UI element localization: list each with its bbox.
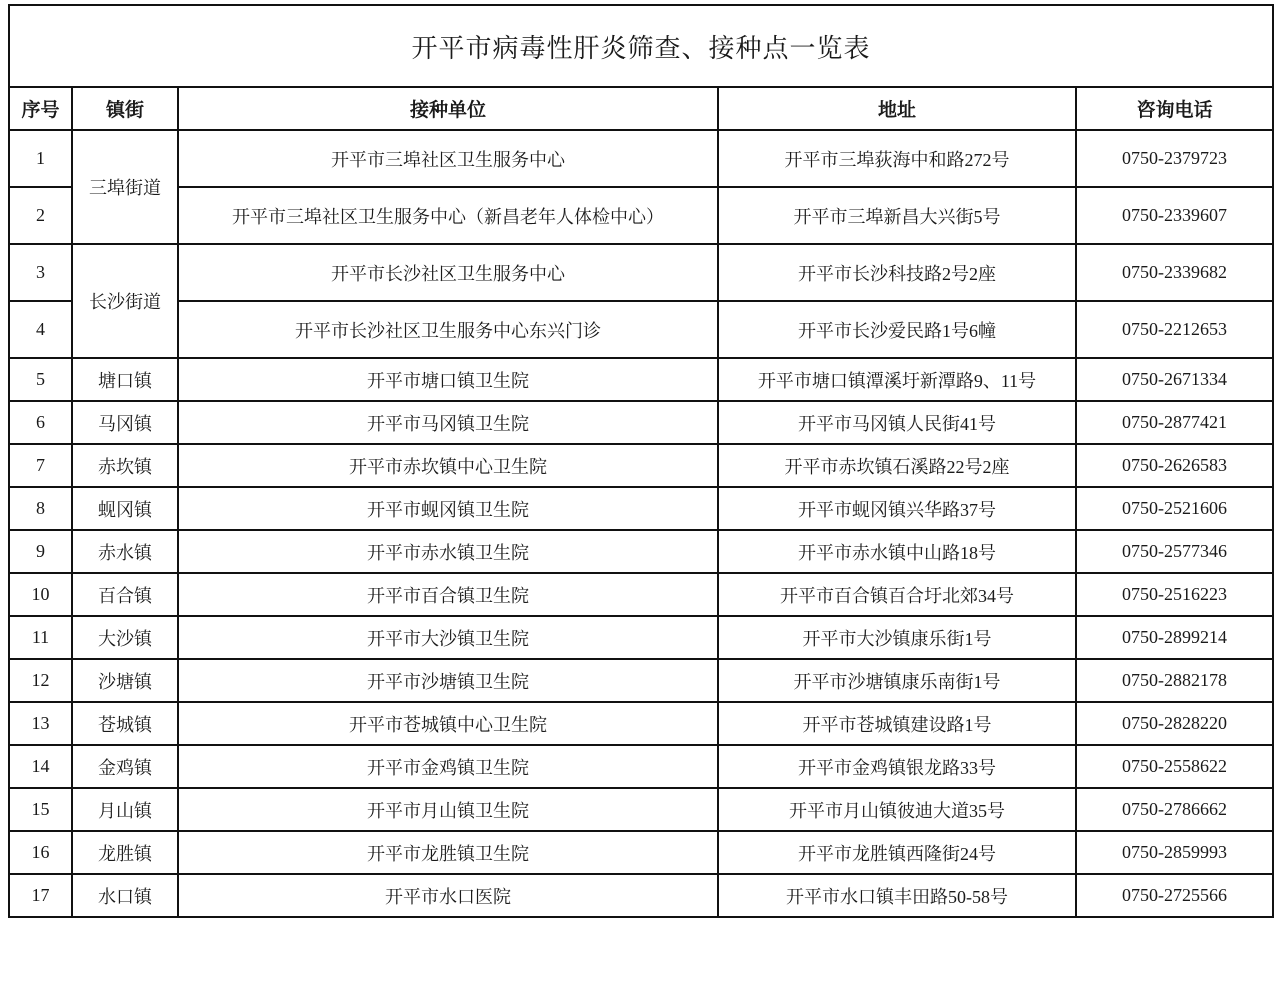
table-row [9, 130, 1273, 187]
cell-unit: 开平市沙塘镇卫生院 [178, 659, 718, 702]
cell-town: 赤坎镇 [72, 444, 178, 487]
cell-town: 蚬冈镇 [72, 487, 178, 530]
cell-no: 9 [9, 530, 72, 573]
cell-phone: 0750-2212653 [1076, 301, 1273, 358]
cell-address: 开平市长沙科技路2号2座 [718, 244, 1076, 301]
cell-unit: 开平市长沙社区卫生服务中心 [178, 244, 718, 301]
table-row [9, 487, 1273, 530]
cell-no: 4 [9, 301, 72, 358]
cell-town: 水口镇 [72, 874, 178, 917]
cell-no: 1 [9, 130, 72, 187]
cell-no: 3 [9, 244, 72, 301]
cell-town: 百合镇 [72, 573, 178, 616]
cell-no: 15 [9, 788, 72, 831]
cell-no: 14 [9, 745, 72, 788]
cell-town: 龙胜镇 [72, 831, 178, 874]
table-title: 开平市病毒性肝炎筛查、接种点一览表 [9, 5, 1273, 87]
cell-no: 11 [9, 616, 72, 659]
table-row [9, 831, 1273, 874]
cell-unit: 开平市马冈镇卫生院 [178, 401, 718, 444]
cell-phone: 0750-2899214 [1076, 616, 1273, 659]
cell-town: 金鸡镇 [72, 745, 178, 788]
column-header-phone: 咨询电话 [1076, 87, 1273, 130]
cell-unit: 开平市三埠社区卫生服务中心 [178, 130, 718, 187]
cell-address: 开平市水口镇丰田路50-58号 [718, 874, 1076, 917]
cell-no: 12 [9, 659, 72, 702]
cell-address: 开平市三埠新昌大兴街5号 [718, 187, 1076, 244]
cell-phone: 0750-2577346 [1076, 530, 1273, 573]
column-header-address: 地址 [718, 87, 1076, 130]
cell-address: 开平市马冈镇人民街41号 [718, 401, 1076, 444]
cell-address: 开平市金鸡镇银龙路33号 [718, 745, 1076, 788]
cell-no: 5 [9, 358, 72, 401]
cell-town: 塘口镇 [72, 358, 178, 401]
cell-phone: 0750-2671334 [1076, 358, 1273, 401]
cell-unit: 开平市赤水镇卫生院 [178, 530, 718, 573]
cell-phone: 0750-2859993 [1076, 831, 1273, 874]
cell-address: 开平市大沙镇康乐街1号 [718, 616, 1076, 659]
table-row [9, 401, 1273, 444]
table-row [9, 616, 1273, 659]
cell-town: 长沙街道 [72, 244, 178, 358]
cell-address: 开平市月山镇彼迪大道35号 [718, 788, 1076, 831]
cell-address: 开平市长沙爱民路1号6幢 [718, 301, 1076, 358]
title-row [9, 5, 1273, 87]
table-row [9, 444, 1273, 487]
cell-address: 开平市沙塘镇康乐南街1号 [718, 659, 1076, 702]
table-row [9, 187, 1273, 244]
cell-no: 16 [9, 831, 72, 874]
cell-town: 苍城镇 [72, 702, 178, 745]
cell-no: 17 [9, 874, 72, 917]
table-row [9, 702, 1273, 745]
cell-address: 开平市苍城镇建设路1号 [718, 702, 1076, 745]
cell-unit: 开平市三埠社区卫生服务中心（新昌老年人体检中心） [178, 187, 718, 244]
cell-unit: 开平市赤坎镇中心卫生院 [178, 444, 718, 487]
cell-no: 10 [9, 573, 72, 616]
cell-no: 2 [9, 187, 72, 244]
cell-phone: 0750-2626583 [1076, 444, 1273, 487]
table-row [9, 745, 1273, 788]
cell-unit: 开平市塘口镇卫生院 [178, 358, 718, 401]
cell-phone: 0750-2882178 [1076, 659, 1273, 702]
cell-no: 7 [9, 444, 72, 487]
vaccination-sites-table [8, 4, 1274, 918]
cell-town: 马冈镇 [72, 401, 178, 444]
cell-unit: 开平市水口医院 [178, 874, 718, 917]
column-header-town: 镇街 [72, 87, 178, 130]
header-row [9, 87, 1273, 130]
cell-unit: 开平市月山镇卫生院 [178, 788, 718, 831]
cell-address: 开平市赤坎镇石溪路22号2座 [718, 444, 1076, 487]
cell-no: 8 [9, 487, 72, 530]
table-row [9, 659, 1273, 702]
cell-phone: 0750-2877421 [1076, 401, 1273, 444]
column-header-unit: 接种单位 [178, 87, 718, 130]
cell-phone: 0750-2339607 [1076, 187, 1273, 244]
cell-phone: 0750-2516223 [1076, 573, 1273, 616]
cell-town: 大沙镇 [72, 616, 178, 659]
cell-address: 开平市赤水镇中山路18号 [718, 530, 1076, 573]
cell-unit: 开平市苍城镇中心卫生院 [178, 702, 718, 745]
cell-address: 开平市蚬冈镇兴华路37号 [718, 487, 1076, 530]
cell-unit: 开平市龙胜镇卫生院 [178, 831, 718, 874]
cell-town: 赤水镇 [72, 530, 178, 573]
cell-phone: 0750-2558622 [1076, 745, 1273, 788]
table-row [9, 301, 1273, 358]
cell-phone: 0750-2521606 [1076, 487, 1273, 530]
cell-address: 开平市塘口镇潭溪圩新潭路9、11号 [718, 358, 1076, 401]
cell-phone: 0750-2786662 [1076, 788, 1273, 831]
cell-town: 月山镇 [72, 788, 178, 831]
cell-phone: 0750-2339682 [1076, 244, 1273, 301]
cell-address: 开平市龙胜镇西隆街24号 [718, 831, 1076, 874]
cell-no: 13 [9, 702, 72, 745]
cell-phone: 0750-2828220 [1076, 702, 1273, 745]
cell-no: 6 [9, 401, 72, 444]
cell-town: 三埠街道 [72, 130, 178, 244]
table-row [9, 874, 1273, 917]
table-row [9, 573, 1273, 616]
cell-unit: 开平市百合镇卫生院 [178, 573, 718, 616]
table-row [9, 358, 1273, 401]
cell-phone: 0750-2379723 [1076, 130, 1273, 187]
table-row [9, 530, 1273, 573]
cell-unit: 开平市蚬冈镇卫生院 [178, 487, 718, 530]
table-row [9, 244, 1273, 301]
cell-address: 开平市百合镇百合圩北郊34号 [718, 573, 1076, 616]
column-header-no: 序号 [9, 87, 72, 130]
table-row [9, 788, 1273, 831]
cell-address: 开平市三埠荻海中和路272号 [718, 130, 1076, 187]
cell-phone: 0750-2725566 [1076, 874, 1273, 917]
cell-unit: 开平市金鸡镇卫生院 [178, 745, 718, 788]
cell-unit: 开平市长沙社区卫生服务中心东兴门诊 [178, 301, 718, 358]
cell-town: 沙塘镇 [72, 659, 178, 702]
cell-unit: 开平市大沙镇卫生院 [178, 616, 718, 659]
